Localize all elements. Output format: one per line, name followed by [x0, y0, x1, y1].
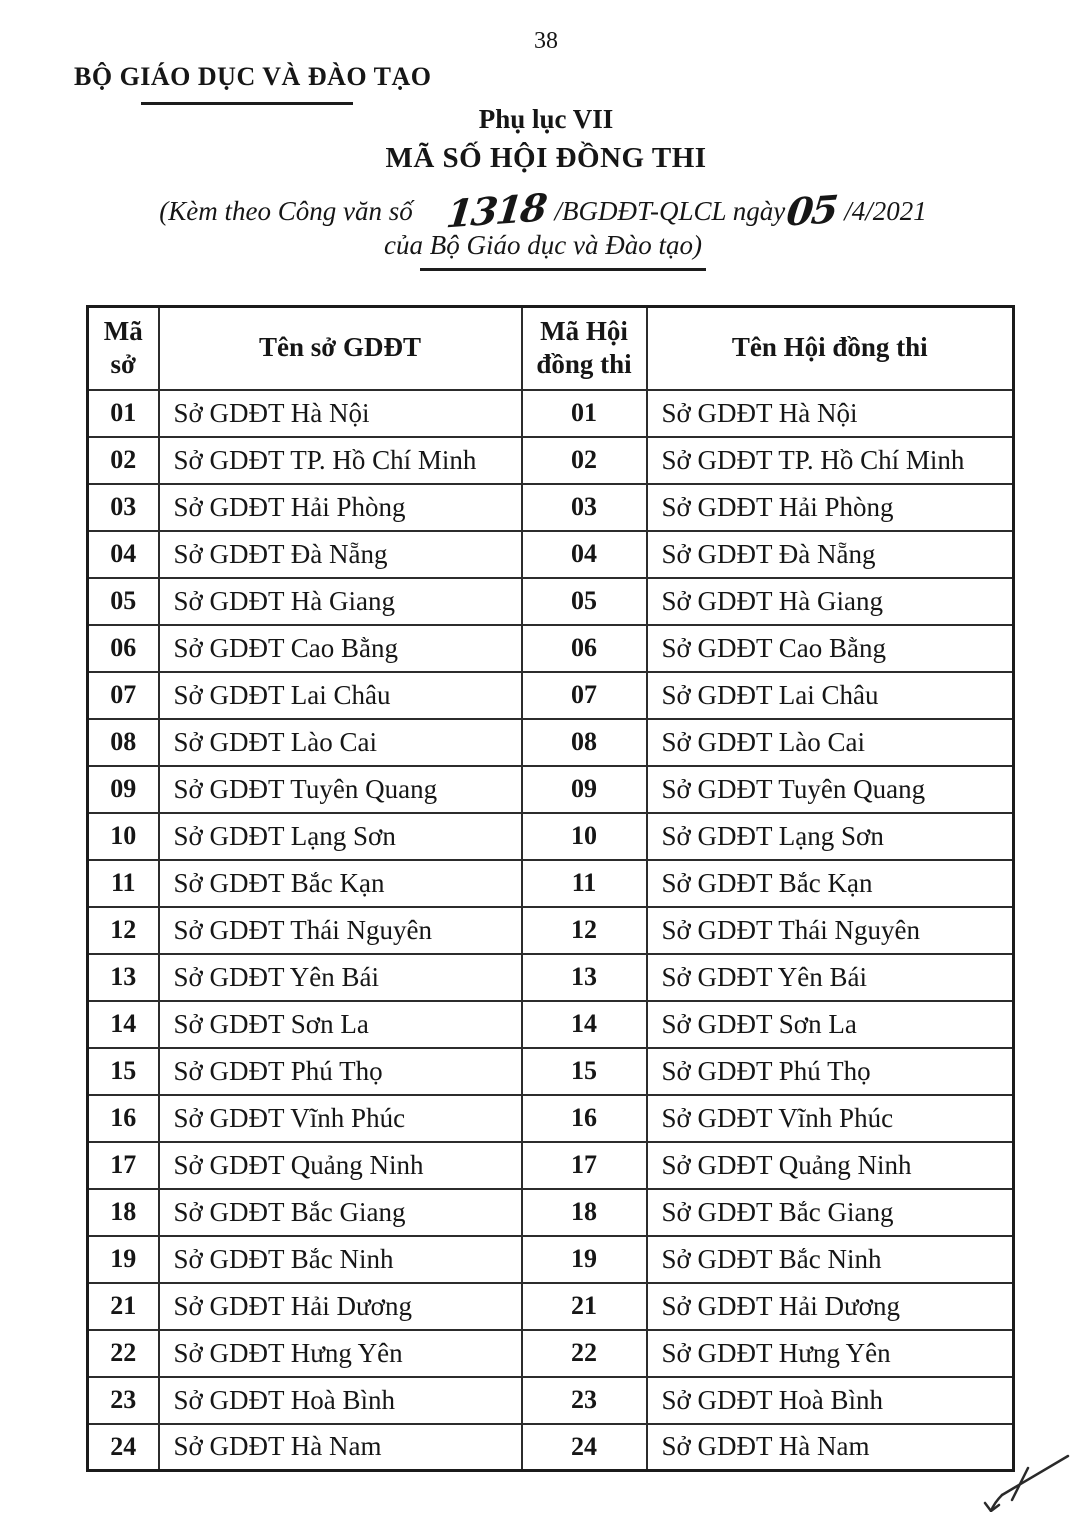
- table-row: [88, 766, 1014, 813]
- header-dept-name: Tên sở GDĐT: [159, 307, 522, 390]
- table-row: [88, 578, 1014, 625]
- dept-code-cell: 07: [88, 672, 159, 719]
- header-dept-code: Mã sở: [88, 307, 159, 390]
- council-name-cell: Sở GDĐT Hoà Bình: [647, 1377, 1014, 1424]
- council-name-cell: Sở GDĐT Hà Nội: [647, 390, 1014, 437]
- council-name-cell: Sở GDĐT Lào Cai: [647, 719, 1014, 766]
- council-name-cell: Sở GDĐT Hải Phòng: [647, 484, 1014, 531]
- table-row: [88, 907, 1014, 954]
- table-row: [88, 1330, 1014, 1377]
- council-name-cell: Sở GDĐT Lai Châu: [647, 672, 1014, 719]
- council-name-cell: Sở GDĐT Bắc Kạn: [647, 860, 1014, 907]
- header-council-name: Tên Hội đồng thi: [647, 307, 1014, 390]
- council-code-cell: 13: [522, 954, 647, 1001]
- ministry-name: BỘ GIÁO DỤC VÀ ĐÀO TẠO: [74, 62, 432, 91]
- council-name-cell: Sở GDĐT Hải Dương: [647, 1283, 1014, 1330]
- page-number: 38: [534, 28, 558, 54]
- dept-code-cell: 21: [88, 1283, 159, 1330]
- dept-name-cell: Sở GDĐT Hà Giang: [159, 578, 522, 625]
- council-name-cell: Sở GDĐT Bắc Giang: [647, 1189, 1014, 1236]
- council-code-cell: 03: [522, 484, 647, 531]
- dept-name-cell: Sở GDĐT Hải Dương: [159, 1283, 522, 1330]
- table-row: [88, 437, 1014, 484]
- council-code-cell: 08: [522, 719, 647, 766]
- council-name-cell: Sở GDĐT Sơn La: [647, 1001, 1014, 1048]
- citation-part1: (Kèm theo Công văn số: [159, 196, 413, 226]
- header-council-code: Mã Hội đồng thi: [522, 307, 647, 390]
- council-code-cell: 12: [522, 907, 647, 954]
- dept-code-cell: 01: [88, 390, 159, 437]
- dept-code-cell: 24: [88, 1424, 159, 1471]
- dept-name-cell: Sở GDĐT Phú Thọ: [159, 1048, 522, 1095]
- council-code-cell: 09: [522, 766, 647, 813]
- table-row: [88, 1424, 1014, 1471]
- council-name-cell: Sở GDĐT Hà Giang: [647, 578, 1014, 625]
- table-row: [88, 1377, 1014, 1424]
- handwritten-day: 05: [784, 186, 839, 235]
- dept-name-cell: Sở GDĐT Hà Nam: [159, 1424, 522, 1471]
- table-row: [88, 531, 1014, 578]
- dept-name-cell: Sở GDĐT Cao Bằng: [159, 625, 522, 672]
- table-row: [88, 1048, 1014, 1095]
- dept-code-cell: 03: [88, 484, 159, 531]
- dept-name-cell: Sở GDĐT Hải Phòng: [159, 484, 522, 531]
- table-row: [88, 1283, 1014, 1330]
- table-row: [88, 390, 1014, 437]
- dept-code-cell: 10: [88, 813, 159, 860]
- dept-code-cell: 23: [88, 1377, 159, 1424]
- dept-name-cell: Sở GDĐT Lào Cai: [159, 719, 522, 766]
- dept-name-cell: Sở GDĐT Yên Bái: [159, 954, 522, 1001]
- dept-code-cell: 14: [88, 1001, 159, 1048]
- dept-code-cell: 22: [88, 1330, 159, 1377]
- dept-name-cell: Sở GDĐT Lạng Sơn: [159, 813, 522, 860]
- table-row: [88, 1001, 1014, 1048]
- dept-code-cell: 02: [88, 437, 159, 484]
- document-title: MÃ SỐ HỘI ĐỒNG THI: [385, 142, 707, 174]
- dept-code-cell: 05: [88, 578, 159, 625]
- table-row: [88, 1189, 1014, 1236]
- council-code-cell: 07: [522, 672, 647, 719]
- council-name-cell: Sở GDĐT Quảng Ninh: [647, 1142, 1014, 1189]
- dept-name-cell: Sở GDĐT Hưng Yên: [159, 1330, 522, 1377]
- council-code-cell: 21: [522, 1283, 647, 1330]
- council-name-cell: Sở GDĐT Hưng Yên: [647, 1330, 1014, 1377]
- council-code-cell: 24: [522, 1424, 647, 1471]
- table-row: [88, 1236, 1014, 1283]
- council-name-cell: Sở GDĐT Phú Thọ: [647, 1048, 1014, 1095]
- council-name-cell: Sở GDĐT TP. Hồ Chí Minh: [647, 437, 1014, 484]
- council-name-cell: Sở GDĐT Yên Bái: [647, 954, 1014, 1001]
- appendix-label: Phụ lục VII: [478, 104, 614, 134]
- council-code-cell: 02: [522, 437, 647, 484]
- table-header-row: [88, 307, 1014, 390]
- council-code-cell: 10: [522, 813, 647, 860]
- council-name-cell: Sở GDĐT Vĩnh Phúc: [647, 1095, 1014, 1142]
- council-table-body: [88, 390, 1014, 1471]
- table-row: [88, 1095, 1014, 1142]
- council-code-cell: 16: [522, 1095, 647, 1142]
- council-name-cell: Sở GDĐT Tuyên Quang: [647, 766, 1014, 813]
- council-code-cell: 14: [522, 1001, 647, 1048]
- council-code-cell: 06: [522, 625, 647, 672]
- dept-code-cell: 19: [88, 1236, 159, 1283]
- council-code-cell: 18: [522, 1189, 647, 1236]
- dept-code-cell: 09: [88, 766, 159, 813]
- dept-code-cell: 16: [88, 1095, 159, 1142]
- table-row: [88, 719, 1014, 766]
- council-name-cell: Sở GDĐT Cao Bằng: [647, 625, 1014, 672]
- council-code-cell: 11: [522, 860, 647, 907]
- dept-name-cell: Sở GDĐT Hà Nội: [159, 390, 522, 437]
- dept-name-cell: Sở GDĐT Hoà Bình: [159, 1377, 522, 1424]
- table-row: [88, 1142, 1014, 1189]
- dept-code-cell: 08: [88, 719, 159, 766]
- council-code-cell: 15: [522, 1048, 647, 1095]
- council-code-cell: 22: [522, 1330, 647, 1377]
- council-code-cell: 23: [522, 1377, 647, 1424]
- dept-name-cell: Sở GDĐT Tuyên Quang: [159, 766, 522, 813]
- council-codes-table: [86, 305, 1015, 1472]
- dept-code-cell: 15: [88, 1048, 159, 1095]
- council-name-cell: Sở GDĐT Thái Nguyên: [647, 907, 1014, 954]
- table-row: [88, 860, 1014, 907]
- dept-name-cell: Sở GDĐT Bắc Giang: [159, 1189, 522, 1236]
- table-row: [88, 625, 1014, 672]
- dept-name-cell: Sở GDĐT Sơn La: [159, 1001, 522, 1048]
- citation-underline: [420, 268, 706, 271]
- dept-name-cell: Sở GDĐT TP. Hồ Chí Minh: [159, 437, 522, 484]
- dept-code-cell: 11: [88, 860, 159, 907]
- dept-name-cell: Sở GDĐT Lai Châu: [159, 672, 522, 719]
- dept-code-cell: 04: [88, 531, 159, 578]
- citation-line-2: của Bộ Giáo dục và Đào tạo): [384, 230, 702, 260]
- dept-name-cell: Sở GDĐT Thái Nguyên: [159, 907, 522, 954]
- council-code-cell: 04: [522, 531, 647, 578]
- citation-part2: /BGDĐT-QLCL ngày: [554, 196, 786, 226]
- council-name-cell: Sở GDĐT Đà Nẵng: [647, 531, 1014, 578]
- dept-name-cell: Sở GDĐT Bắc Kạn: [159, 860, 522, 907]
- council-code-cell: 01: [522, 390, 647, 437]
- council-name-cell: Sở GDĐT Bắc Ninh: [647, 1236, 1014, 1283]
- citation-part3: /4/2021: [844, 196, 927, 226]
- dept-name-cell: Sở GDĐT Quảng Ninh: [159, 1142, 522, 1189]
- council-code-cell: 19: [522, 1236, 647, 1283]
- dept-name-cell: Sở GDĐT Bắc Ninh: [159, 1236, 522, 1283]
- table-row: [88, 954, 1014, 1001]
- citation-line-1: [0, 184, 1080, 237]
- council-code-cell: 17: [522, 1142, 647, 1189]
- dept-name-cell: Sở GDĐT Đà Nẵng: [159, 531, 522, 578]
- table-row: [88, 484, 1014, 531]
- council-name-cell: Sở GDĐT Lạng Sơn: [647, 813, 1014, 860]
- dept-code-cell: 17: [88, 1142, 159, 1189]
- council-name-cell: Sở GDĐT Hà Nam: [647, 1424, 1014, 1471]
- handwritten-doc-number: 1318: [443, 184, 548, 237]
- dept-code-cell: 06: [88, 625, 159, 672]
- dept-code-cell: 13: [88, 954, 159, 1001]
- table-row: [88, 813, 1014, 860]
- dept-code-cell: 18: [88, 1189, 159, 1236]
- dept-code-cell: 12: [88, 907, 159, 954]
- pen-stroke-mark-icon: [972, 1448, 1072, 1512]
- dept-name-cell: Sở GDĐT Vĩnh Phúc: [159, 1095, 522, 1142]
- council-code-cell: 05: [522, 578, 647, 625]
- table-row: [88, 672, 1014, 719]
